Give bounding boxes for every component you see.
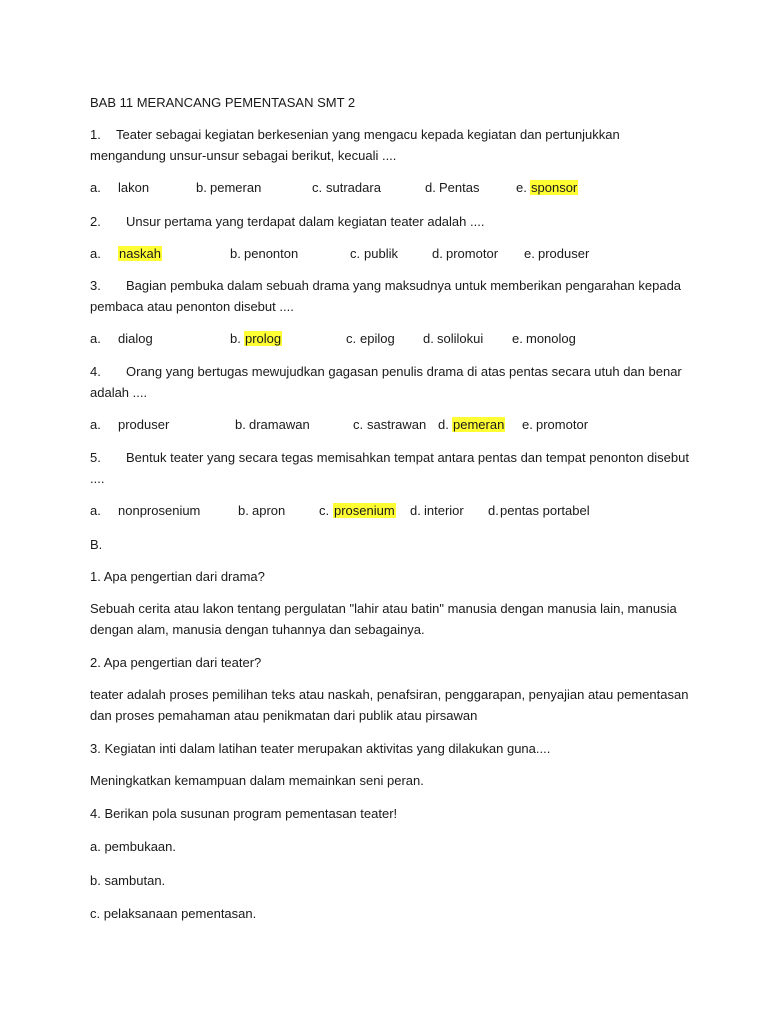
answer-highlight: pemeran	[453, 417, 505, 432]
option-letter: e.	[524, 246, 535, 261]
essay-question-2: 2. Apa pengertian dari teater?	[90, 655, 262, 670]
document-title: BAB 11 MERANCANG PEMENTASAN SMT 2	[90, 95, 356, 110]
program-list-item: c. pelaksanaan pementasan.	[90, 906, 257, 921]
question-5	[90, 447, 690, 489]
option-text: produser	[118, 417, 170, 432]
option-letter: a.	[90, 503, 101, 518]
answer-highlight: sponsor	[531, 180, 578, 195]
option-text: pemeran	[210, 180, 262, 195]
option-text: pentas portabel	[500, 503, 590, 518]
question-1	[90, 124, 690, 166]
program-list-item: a. pembukaan.	[90, 839, 177, 854]
question-text: Orang yang bertugas mewujudkan gagasan penulis drama di atas pentas secara utuh dan benar adalah ....	[90, 364, 682, 400]
question-4	[90, 361, 690, 403]
option-letter: a.	[90, 180, 101, 195]
option-text: monolog	[526, 331, 576, 346]
question-number: 1.	[90, 127, 101, 142]
question-number: 2.	[90, 214, 101, 229]
question-number: 4.	[90, 364, 101, 379]
essay-answer-3: Meningkatkan kemampuan dalam memainkan seni peran.	[90, 773, 424, 788]
essay-answer-1: Sebuah cerita atau lakon tentang pergulatan "lahir atau batin" manusia dengan manusia lain, manusia dengan alam, manusia dengan tuhannya dan sebagainya.	[90, 601, 677, 637]
option-letter: b.	[238, 503, 249, 518]
option-text: penonton	[244, 246, 299, 261]
question-text: Bagian pembuka dalam sebuah drama yang maksudnya untuk memberikan pengarahan kepada pembaca atau penonton disebut ....	[90, 278, 682, 314]
option-letter: c.	[319, 503, 330, 518]
option-letter: d.	[438, 417, 449, 432]
option-letter: e.	[512, 331, 523, 346]
option-letter: a.	[90, 417, 101, 432]
option-text: solilokui	[437, 331, 484, 346]
option-text: Pentas	[439, 180, 480, 195]
question-number: 3.	[90, 278, 101, 293]
question-text: Teater sebagai kegiatan berkesenian yang mengacu kepada kegiatan dan pertunjukkan mengandung unsur-unsur sebagai berikut, kecuali ....	[90, 127, 620, 163]
option-text: sutradara	[326, 180, 381, 195]
option-letter: d.	[423, 331, 434, 346]
option-letter: d.	[488, 503, 499, 518]
question-2	[90, 211, 690, 232]
option-letter: b.	[230, 246, 241, 261]
essay-question-3: 3. Kegiatan inti dalam latihan teater merupakan aktivitas yang dilakukan guna....	[90, 741, 551, 756]
option-letter: d.	[432, 246, 443, 261]
question-text: Unsur pertama yang terdapat dalam kegiatan teater adalah ....	[126, 214, 485, 229]
option-letter: a.	[90, 246, 101, 261]
essay-answer-2: teater adalah proses pemilihan teks atau naskah, penafsiran, penggarapan, penyajian atau pementasan dan proses pemahaman atau penikmatan dari publik atau pirsawan	[90, 687, 689, 723]
answer-highlight: naskah	[119, 246, 161, 261]
option-text: sastrawan	[367, 417, 427, 432]
question-number: 5.	[90, 450, 101, 465]
option-letter: d.	[425, 180, 436, 195]
option-text: epilog	[360, 331, 395, 346]
option-text: lakon	[118, 180, 150, 195]
option-text: dramawan	[249, 417, 310, 432]
option-text: promotor	[446, 246, 499, 261]
essay-question-1: 1. Apa pengertian dari drama?	[90, 569, 265, 584]
option-text: dialog	[118, 331, 153, 346]
option-text: publik	[364, 246, 398, 261]
option-letter: e.	[522, 417, 533, 432]
answer-highlight: prosenium	[334, 503, 395, 518]
question-3	[90, 275, 690, 317]
option-text: nonprosenium	[118, 503, 201, 518]
option-letter: a.	[90, 331, 101, 346]
option-letter: c.	[353, 417, 364, 432]
option-letter: c.	[346, 331, 357, 346]
option-letter: b.	[235, 417, 246, 432]
essay-question-4: 4. Berikan pola susunan program pementasan teater!	[90, 806, 398, 821]
option-letter: b.	[196, 180, 207, 195]
option-text: promotor	[536, 417, 589, 432]
answer-highlight: prolog	[245, 331, 282, 346]
option-letter: b.	[230, 331, 241, 346]
option-letter: c.	[350, 246, 361, 261]
option-text: produser	[538, 246, 590, 261]
option-text: apron	[252, 503, 286, 518]
option-letter: c.	[312, 180, 323, 195]
option-letter: d.	[410, 503, 421, 518]
option-letter: e.	[516, 180, 527, 195]
section-b-label: B.	[90, 537, 103, 552]
option-text: interior	[424, 503, 464, 518]
program-list-item: b. sambutan.	[90, 873, 166, 888]
question-text: Bentuk teater yang secara tegas memisahkan tempat antara pentas dan tempat penonton disebut ....	[90, 450, 689, 486]
